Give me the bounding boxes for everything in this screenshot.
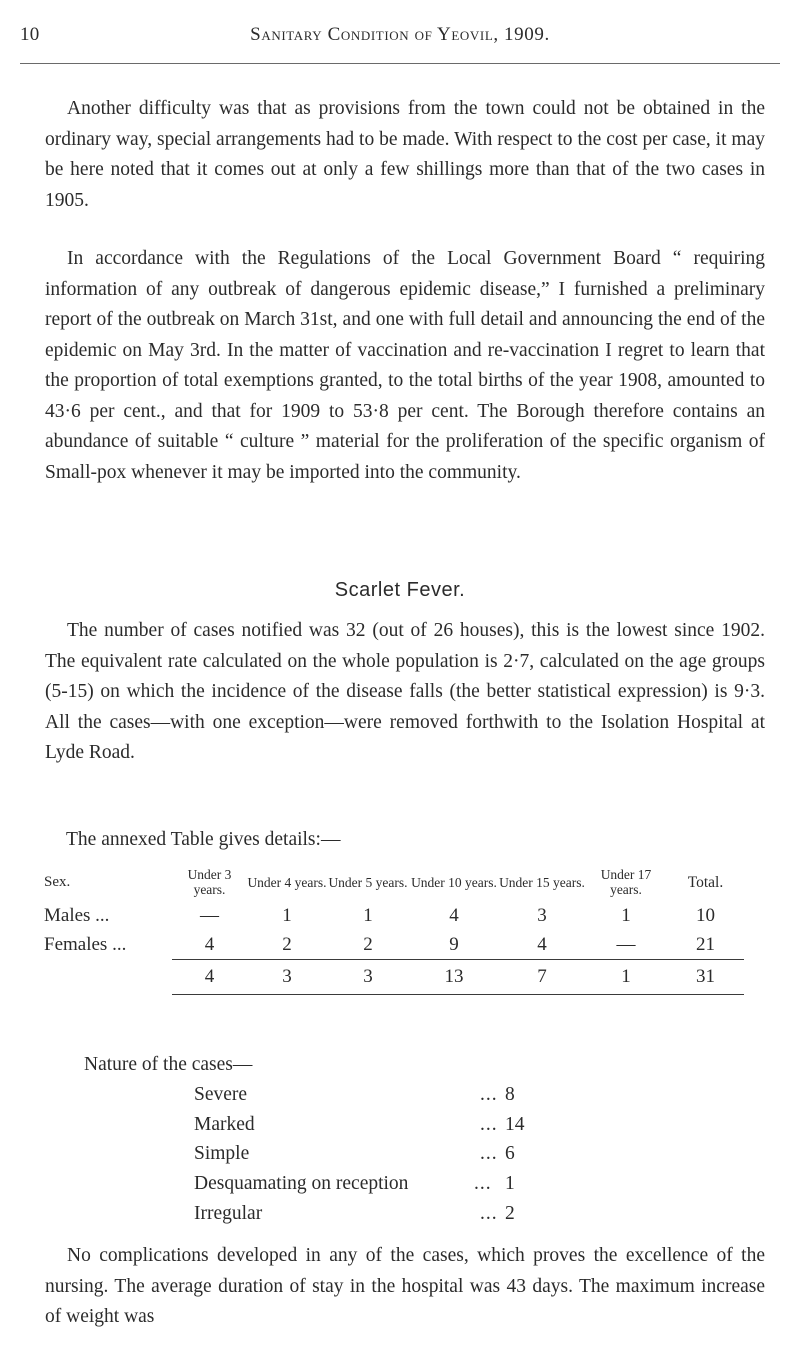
page-number: 10 [20,24,40,45]
table-cell: 7 [499,960,585,995]
table-cell: 4 [204,933,215,955]
cases-table [44,867,744,995]
row-label-males: Males ... [44,904,110,926]
table-cell: 4 [449,904,459,926]
nature-item-count: 6 [505,1143,515,1164]
table-cell-total: 31 [667,960,744,995]
dot-leader: ... [480,1203,498,1224]
table-cell: 1 [282,904,292,926]
nature-item-label: Simple [194,1143,250,1164]
col-header-under-5: Under 5 years. [328,874,408,890]
dot-leader: ... [480,1114,498,1135]
table-cell: 3 [327,960,409,995]
nature-item-label: Desquamating on reception [194,1173,409,1194]
table-cell: 4 [537,933,547,955]
table-intro: The annexed Table gives details:— [66,829,341,850]
table-cell-total: 21 [696,933,715,955]
table-cell-total: 10 [696,904,715,926]
col-header-total: Total. [687,873,724,891]
paragraph-complications: No complications developed in any of the cases, which proves the excellence of the nursing. The average duration of stay in the hospital was 43 days. The maximum increase of weight was [45,1245,765,1327]
table-cell: 13 [409,960,499,995]
table-cell: 1 [363,904,373,926]
dot-leader: ... [474,1173,492,1194]
table-cell: 1 [621,904,631,926]
table-cell: — [616,933,636,955]
table-cell: — [200,904,219,926]
table-cell: 1 [585,960,667,995]
table-cell: 2 [282,933,292,955]
col-header-under-3: Under 3 years. [187,867,232,897]
nature-item-label: Severe [194,1084,248,1105]
nature-item-count: 1 [505,1173,515,1194]
row-label-females: Females ... [44,933,127,955]
dot-leader: ... [480,1084,498,1105]
dot-leader: ... [480,1143,498,1164]
table-cell: 4 [172,960,247,995]
paragraph-regulations: In accordance with the Regulations of the Local Government Board “ requiring information of any outbreak of dangerous epidemic disease,” I furnished a preliminary report of the outbreak on March 31st, and one with full detail and announcing the end of the epidemic on May 3rd. In the matter of vaccination and re-vaccination I regret to learn that the proportion of total exemptions granted, to the total births of the year 1908, amounted to 43·6 per cent., and that for 1909 to 53·8 per cent. The Borough therefore contains an abundance of suitable “ culture ” material for the proliferation of the specific organism of Small-pox whenever it may be imported into the community. [45,248,765,483]
table-cell: 3 [247,960,327,995]
table-row-totals [44,960,744,995]
table-header-row [44,867,744,901]
col-header-under-10: Under 10 years. [411,874,497,890]
col-header-under-15: Under 15 years. [499,874,585,890]
nature-item-count: 2 [505,1203,515,1224]
col-header-sex: Sex. [44,873,71,890]
section-heading-scarlet-fever: Scarlet Fever. [334,579,466,601]
paragraph-scarlet-fever: The number of cases notified was 32 (out of 26 houses), this is the lowest since 1902. The equivalent rate calculated on the whole population is 2·7, calculated on the age groups (5-15) on which the incidence of the disease falls (the better statistical expression) is 9·3. All the cases—with one exception—were removed forthwith to the Isolation Hospital at Lyde Road. [45,620,765,763]
nature-item-count: 14 [505,1114,525,1135]
header-rule [20,63,780,64]
table-row-females [44,930,744,960]
nature-item-count: 8 [505,1084,515,1105]
nature-title: Nature of the cases— [84,1054,253,1075]
table-cell: 2 [363,933,373,955]
table-cell: 3 [537,904,547,926]
nature-item-label: Marked [194,1114,255,1135]
paragraph-provisions: Another difficulty was that as provisions from the town could not be obtained in the ordinary way, special arrangements had to be made. With respect to the cost per case, it may be here noted that it comes out at only a few shillings more than that of the two cases in 1905. [45,98,765,211]
nature-item-label: Irregular [194,1203,263,1224]
running-title: Sanitary Condition of Yeovil, 1909. [250,24,550,45]
col-header-under-4: Under 4 years. [247,874,327,890]
table-row-males [44,901,744,930]
table-cell: 9 [449,933,459,955]
col-header-under-17: Under 17 years. [600,867,652,897]
row-label-totals [44,960,172,995]
